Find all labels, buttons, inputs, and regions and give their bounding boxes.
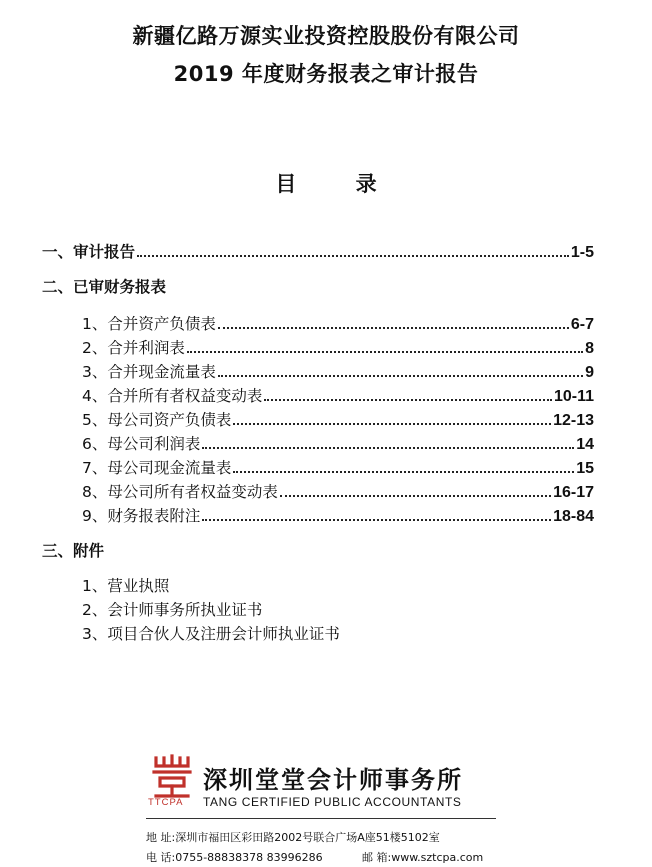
toc-entry-label: 7、母公司现金流量表 xyxy=(82,459,232,477)
toc-entry-label: 5、母公司资产负债表 xyxy=(82,411,232,429)
toc-entry-page: 10-11 xyxy=(553,388,594,405)
toc-entry[interactable] xyxy=(82,406,594,430)
firm-name-english: TANG CERTIFIED PUBLIC ACCOUNTANTS xyxy=(203,795,462,809)
toc-section-attachments: 三、附件 xyxy=(42,542,105,560)
dot-leader xyxy=(202,447,574,449)
toc-entry-label: 1、合并资产负债表 xyxy=(82,315,216,333)
toc-entry-audit-report[interactable] xyxy=(42,238,594,262)
dot-leader xyxy=(187,351,583,353)
toc-entry-label: 6、母公司利润表 xyxy=(82,435,201,453)
firm-logo-icon xyxy=(150,754,194,800)
attachment-item: 3、项目合伙人及注册会计师执业证书 xyxy=(82,625,340,643)
dot-leader xyxy=(202,519,551,521)
toc-entry-page: 15 xyxy=(576,460,594,477)
toc-entry[interactable] xyxy=(82,310,594,334)
toc-heading: 目 录 xyxy=(275,172,403,196)
toc-entry-page: 16-17 xyxy=(553,484,594,501)
toc-entry-label: 9、财务报表附注 xyxy=(82,507,201,525)
firm-name-chinese: 深圳堂堂会计师事务所 xyxy=(203,766,463,794)
toc-entry-label: 8、母公司所有者权益变动表 xyxy=(82,483,278,501)
dot-leader xyxy=(280,495,551,497)
dot-leader xyxy=(264,399,552,401)
dot-leader xyxy=(233,423,551,425)
toc-entry-page: 18-84 xyxy=(553,508,594,525)
dot-leader xyxy=(218,327,569,329)
toc-entry[interactable] xyxy=(82,502,594,526)
toc-entry-label: 3、合并现金流量表 xyxy=(82,363,216,381)
dot-leader xyxy=(137,255,569,257)
company-title: 新疆亿路万源实业投资控股股份有限公司 xyxy=(132,24,520,48)
firm-phone: 电 话:0755-88838378 83996286 xyxy=(146,851,323,864)
toc-entry-page: 1-5 xyxy=(570,244,594,261)
attachment-item: 2、会计师事务所执业证书 xyxy=(82,601,263,619)
toc-entry-page: 6-7 xyxy=(570,316,594,333)
toc-entry[interactable] xyxy=(82,382,594,406)
firm-email[interactable]: 邮 箱:www.sztcpa.com xyxy=(362,851,484,864)
firm-abbreviation: TTCPA xyxy=(148,797,184,808)
toc-entry-page: 9 xyxy=(585,364,594,381)
dot-leader xyxy=(218,375,583,377)
toc-entry-label: 一、审计报告 xyxy=(42,243,136,261)
report-title: 2019 年度财务报表之审计报告 xyxy=(173,62,479,86)
toc-entry[interactable] xyxy=(82,334,594,358)
toc-entry-label: 4、合并所有者权益变动表 xyxy=(82,387,263,405)
toc-entry-page: 14 xyxy=(576,436,594,453)
toc-entry-page: 12-13 xyxy=(553,412,594,429)
toc-entry[interactable] xyxy=(82,478,594,502)
attachment-item: 1、营业执照 xyxy=(82,577,170,595)
toc-entry-label: 2、合并利润表 xyxy=(82,339,185,357)
toc-section-financial-statements: 二、已审财务报表 xyxy=(42,278,167,296)
toc-entry[interactable] xyxy=(82,454,594,478)
dot-leader xyxy=(233,471,574,473)
footer-divider xyxy=(146,818,496,819)
firm-address: 地 址:深圳市福田区彩田路2002号联合广场A座51楼5102室 xyxy=(146,831,440,844)
toc-entry[interactable] xyxy=(82,358,594,382)
toc-entry[interactable] xyxy=(82,430,594,454)
toc-entry-page: 8 xyxy=(585,340,594,357)
